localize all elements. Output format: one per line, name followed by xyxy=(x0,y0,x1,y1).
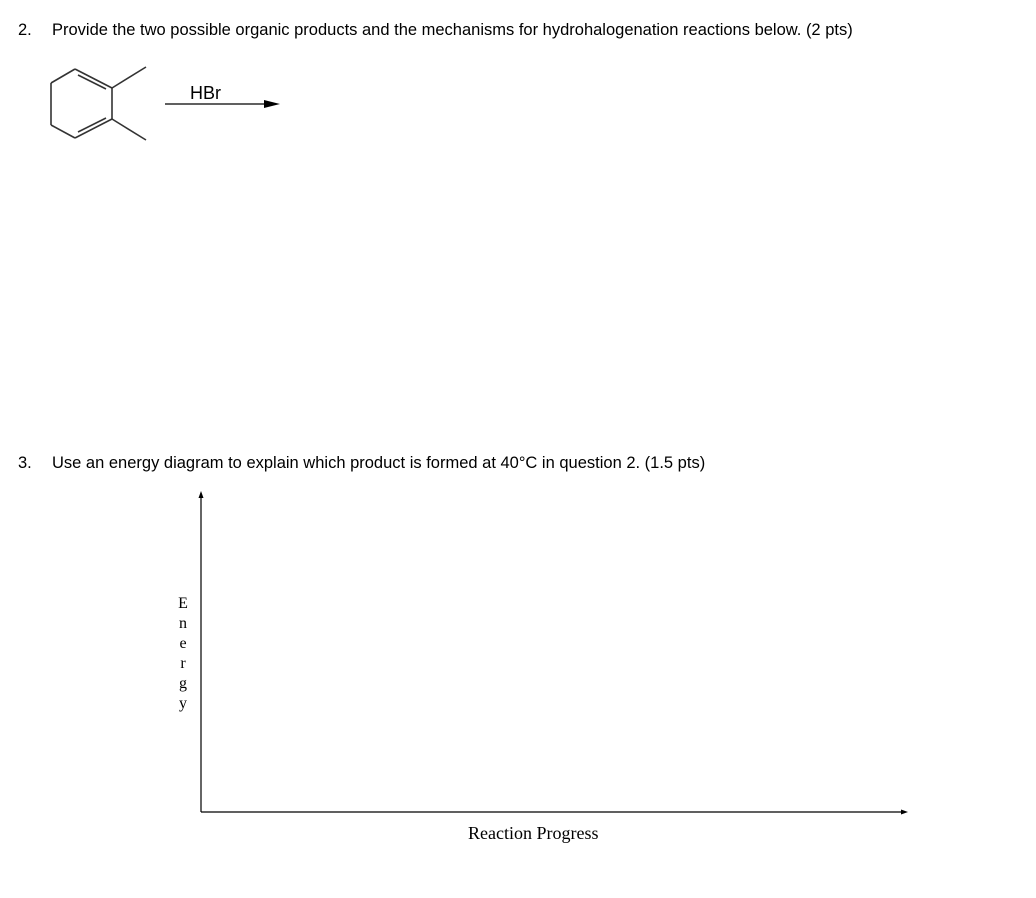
question-2 xyxy=(18,21,853,40)
question-number: 2. xyxy=(18,21,32,39)
reaction-arrow xyxy=(165,100,280,108)
cyclohexene-structure xyxy=(51,67,146,140)
y-label-letter: e xyxy=(179,635,187,652)
y-label-letter: n xyxy=(179,615,187,632)
question-text: Provide the two possible organic products and the mechanisms for hydrohalogenation reactions below. (2 pts) xyxy=(52,21,853,39)
question-number: 3. xyxy=(18,454,32,472)
x-axis-label: Reaction Progress xyxy=(468,823,599,843)
y-label-letter: g xyxy=(179,675,187,692)
reaction-scheme xyxy=(40,60,300,150)
y-axis xyxy=(199,491,204,812)
y-label-letter: E xyxy=(178,595,188,612)
x-axis xyxy=(201,810,908,815)
y-axis-label xyxy=(175,594,191,714)
y-label-letter: r xyxy=(180,655,186,672)
reagent-label: HBr xyxy=(190,83,221,103)
question-3 xyxy=(18,454,705,473)
question-text: Use an energy diagram to explain which product is formed at 40°C in question 2. (1.5 pts) xyxy=(52,454,706,472)
y-label-letter: y xyxy=(179,695,187,712)
energy-diagram xyxy=(150,485,930,855)
